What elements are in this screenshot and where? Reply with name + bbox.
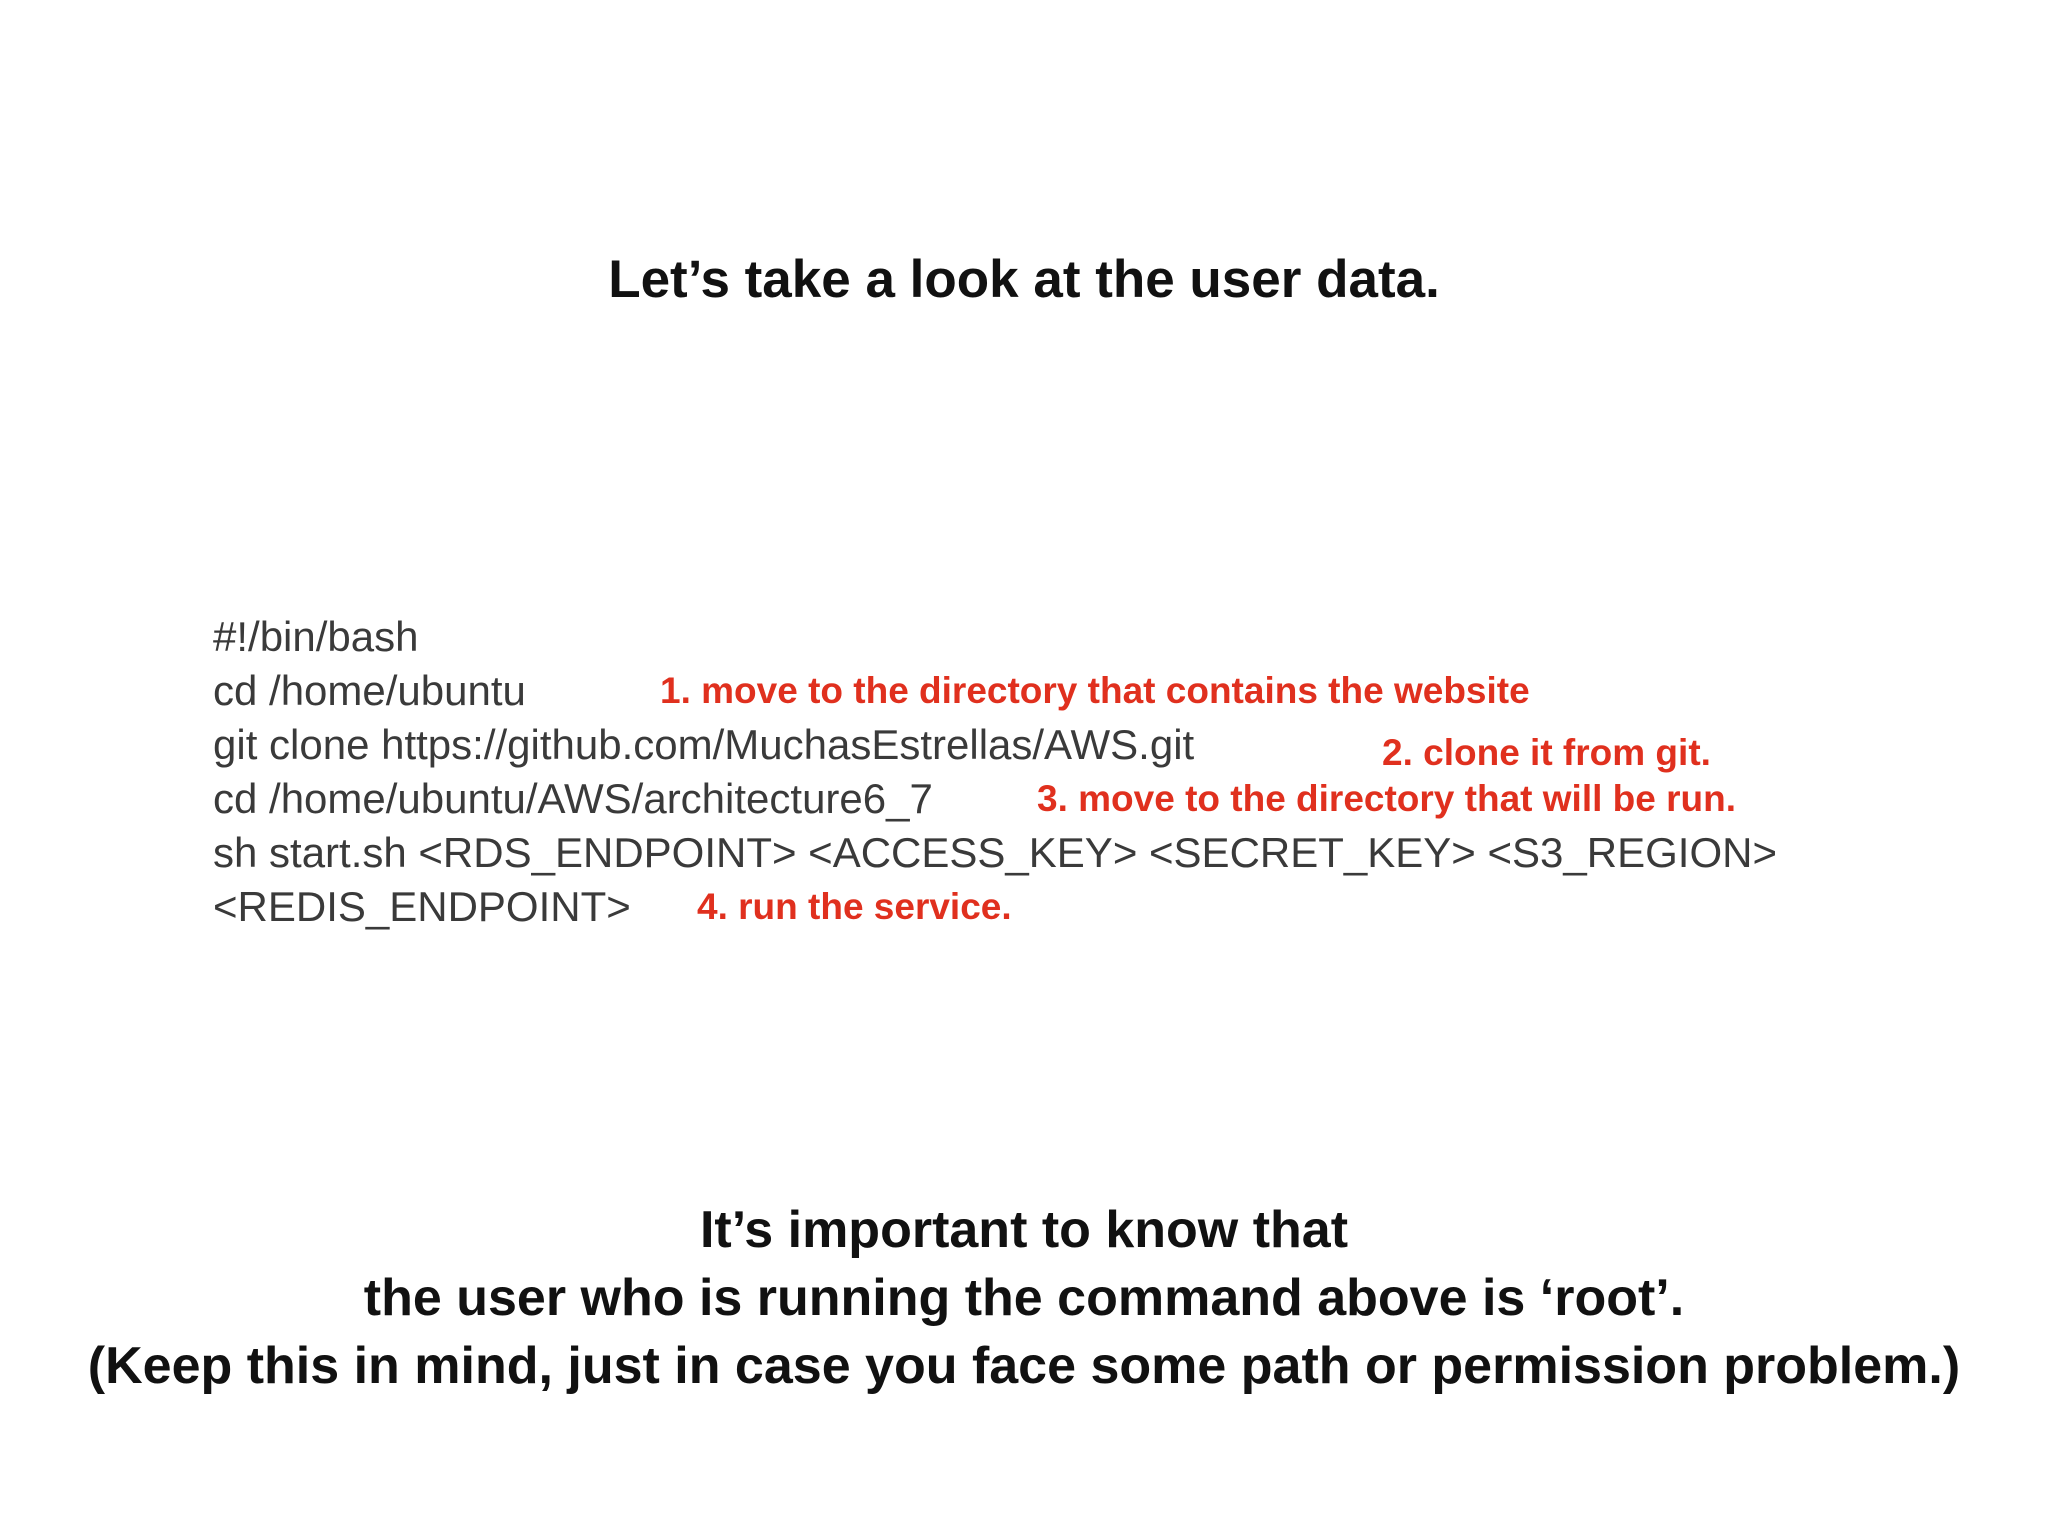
annotation-step-3: 3. move to the directory that will be run. (1037, 778, 1737, 819)
code-line-git-clone: git clone https://github.com/MuchasEstrellas/AWS.git (213, 721, 1195, 768)
slide-title: Let’s take a look at the user data. (608, 250, 1440, 309)
footer-line-2: the user who is running the command above is ‘root’. (363, 1269, 1685, 1327)
code-line-shebang: #!/bin/bash (213, 613, 419, 660)
code-line-start-script: sh start.sh <RDS_ENDPOINT> <ACCESS_KEY> <SECRET_KEY> <S3_REGION> (213, 829, 1777, 876)
code-line-cd-architecture: cd /home/ubuntu/AWS/architecture6_7 (213, 775, 933, 822)
footer-line-3: (Keep this in mind, just in case you face some path or permission problem.) (87, 1337, 1961, 1395)
annotation-step-2: 2. clone it from git. (1382, 732, 1711, 773)
annotation-step-1: 1. move to the directory that contains the website (660, 670, 1530, 711)
footer-note (0, 1196, 2048, 1400)
footer-line-1: It’s important to know that (699, 1201, 1349, 1259)
code-line-redis-endpoint: <REDIS_ENDPOINT> (213, 883, 631, 930)
code-line-cd-home: cd /home/ubuntu (213, 667, 526, 714)
annotation-step-4: 4. run the service. (697, 886, 1012, 927)
